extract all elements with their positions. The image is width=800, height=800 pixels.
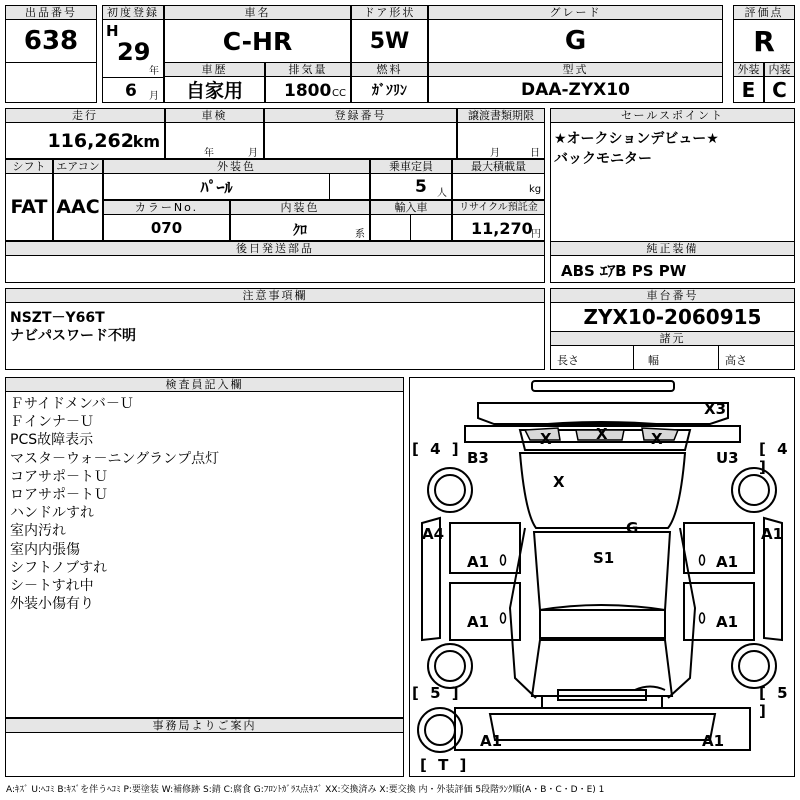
grade-label: グレード [428,5,723,20]
color-number-label: カラーNo. [103,200,230,215]
mark-roof-rear: X3 [704,400,727,418]
interior-label: 内装 [764,62,795,77]
mark-g: G [626,519,639,537]
sales-points [550,122,795,242]
transfer-deadline-label: 譲渡書類期限 [457,108,545,123]
history-label: 車歴 [164,62,265,77]
mark-bumper-right: A1 [702,732,725,750]
displacement-unit: CC [332,88,346,99]
chassis-number: ZYX10-2060915 [550,302,795,332]
lot-blank-cell [5,62,97,103]
interior-color-label: 内装色 [230,200,370,215]
usage-history: 自家用 [164,76,265,103]
lot-number: 638 [5,19,97,63]
inspector-note: 外装小傷有り [10,596,94,613]
first-registration-year [102,19,164,78]
standard-equipment: ABS ｴｱB PS PW [550,255,795,283]
displacement: 1800 [284,81,332,101]
mark-door-left-front: A1 [467,553,490,571]
inspector-notes-label: 検査員記入欄 [5,377,404,392]
inspector-note: シ－トすれ中 [10,578,94,595]
office-notice-label: 事務局よりご案内 [5,718,404,733]
note-line: NSZT－Y66T [10,310,105,326]
month-unit: 月 [149,91,159,102]
color-number: 070 [103,214,230,241]
inspector-note: 室内汚れ [10,523,66,540]
exterior-color-label: 外装色 [103,159,370,174]
mileage-label: 走行 [5,108,165,123]
import-cell-2 [410,214,452,241]
car-name-label: 車名 [164,5,351,20]
inspector-notes [5,391,404,718]
chassis-label: 車台番号 [550,288,795,303]
model-code: DAA-ZYX10 [428,76,723,103]
ac-label: エアコン [53,159,103,174]
door-shape-label: ドア形状 [351,5,428,20]
exterior-label: 外装 [733,62,764,77]
registration-month: 6 [125,81,137,101]
width-label: 幅 [648,354,659,367]
mark-bracket-left-front: [ 4 ] [412,440,462,458]
recycle-cell [452,214,545,241]
sales-point-line: ★オークションデビュー★ [554,131,719,147]
mark-bracket-left-rear: [ 5 ] [412,684,462,702]
first-registration-month [102,77,164,103]
max-load-unit: kg [529,184,542,195]
inspection-label: 車検 [165,108,264,123]
inspector-note: マスタ－ウォ－ニングランプ点灯 [10,450,220,467]
displacement-cell [265,76,351,103]
inspector-note: PCS故障表示 [10,432,94,449]
inspector-note: シフトノブすれ [10,559,108,576]
registration-year: 29 [117,38,151,66]
lot-number-label: 出品番号 [5,5,97,20]
import-label: 輸入車 [370,200,452,215]
mileage-unit: km [132,132,160,151]
mileage-cell [5,122,165,159]
capacity-cell [370,173,452,200]
later-parts [5,255,545,283]
length-label: 長さ [557,354,579,367]
exterior-color: ﾊﾟｰﾙ [103,173,330,200]
damage-diagram [409,377,795,777]
registration-number-label: 登録番号 [264,108,457,123]
mark-glass-2: X [596,425,608,443]
first-registration-label: 初度登録 [102,5,164,20]
inspection-month-unit: 月 [248,148,258,159]
mark-right-side: A1 [761,525,784,543]
recycle-fee: 11,270 [471,219,533,238]
era: H [106,22,119,40]
displacement-label: 排気量 [265,62,351,77]
mark-hood: X [553,473,565,491]
sales-point-label: セールスポイント [550,108,795,123]
transfer-deadline [457,122,545,159]
inspector-note: 室内内張傷 [10,541,80,558]
max-load-label: 最大積載量 [452,159,545,174]
recycle-unit: 円 [531,229,541,240]
air-conditioner: AAC [53,173,103,241]
inspector-note: ロアサポ－トＵ [10,487,108,504]
interior-color-unit: 系 [355,229,365,240]
mark-bracket-right-front: [ 4 ] [759,440,791,476]
height-cell [718,345,795,370]
exterior-color-extra [329,173,370,200]
inspector-note: ハンドルすれ [10,505,94,522]
grade: G [428,19,723,63]
interior-color-cell [230,214,370,241]
notes-label: 注意事項欄 [5,288,545,303]
capacity-label: 乗車定員 [370,159,452,174]
registration-number [264,122,457,159]
car-name: C-HR [164,19,351,63]
import-cell-1 [370,214,411,241]
inspection-cell [165,122,264,159]
mark-bracket-right-rear: [ 5 ] [759,684,791,720]
mark-right-top: U3 [716,449,739,467]
interior-color: ｸﾛ [293,223,307,239]
max-load-cell [452,173,545,200]
inspection-year-unit: 年 [204,148,214,159]
sales-point-line: バックモニター [554,151,652,167]
year-unit: 年 [149,66,159,77]
interior-grade: C [764,76,795,103]
fuel-type: ｶﾞｿﾘﾝ [351,76,428,103]
recycle-label: リサイクル預託金 [452,200,545,215]
length-cell [550,345,634,370]
legend: A:ｷｽﾞ U:ﾍｺﾐ B:ｷｽﾞを伴うﾍｺﾐ P:要塗装 W:補修跡 S:錆 C:腐食 G:ﾌﾛﾝﾄｶﾞﾗｽ点ｷｽﾞ XX:交換済み X:要交換 内・外装評価 5段階ﾗﾝｸ順(A・B・C・D・E) 1 [6,785,605,795]
mark-door-right-front: A1 [716,553,739,571]
mark-roof: S1 [593,549,615,567]
later-parts-label: 後日発送部品 [5,241,545,256]
mark-bracket-trunk: [ T ] [420,756,470,774]
shift: FAT [5,173,53,241]
height-label: 高さ [725,354,747,367]
seating-capacity: 5 [415,177,427,197]
equipment-label: 純正装備 [550,241,795,256]
transfer-day-unit: 日 [530,148,540,159]
exterior-grade: E [733,76,764,103]
specs-label: 諸元 [550,331,795,346]
inspector-note: Ｆインナ－Ｕ [10,414,94,431]
capacity-unit: 人 [437,188,447,199]
score-label: 評価点 [733,5,795,20]
inspector-note: Ｆサイドメンバ－Ｕ [10,396,134,412]
shift-label: シフト [5,159,53,174]
mark-left-side: A4 [422,525,445,543]
model-label: 型式 [428,62,723,77]
mark-glass-3: X [651,430,663,448]
notes [5,302,545,370]
mark-glass-1: X [540,430,552,448]
width-cell [633,345,719,370]
mark-door-left-rear: A1 [467,613,490,631]
transfer-month-unit: 月 [490,148,500,159]
note-line: ナビパスワード不明 [10,328,136,344]
fuel-label: 燃料 [351,62,428,77]
office-notice [5,732,404,777]
mark-left-top: B3 [467,449,489,467]
inspector-note: コアサポ－トＵ [10,468,108,485]
door-shape: 5W [351,19,428,63]
auction-score: R [733,19,795,63]
mark-door-right-rear: A1 [716,613,739,631]
mileage: 116,262 [47,130,134,152]
mark-bumper-left: A1 [480,732,503,750]
